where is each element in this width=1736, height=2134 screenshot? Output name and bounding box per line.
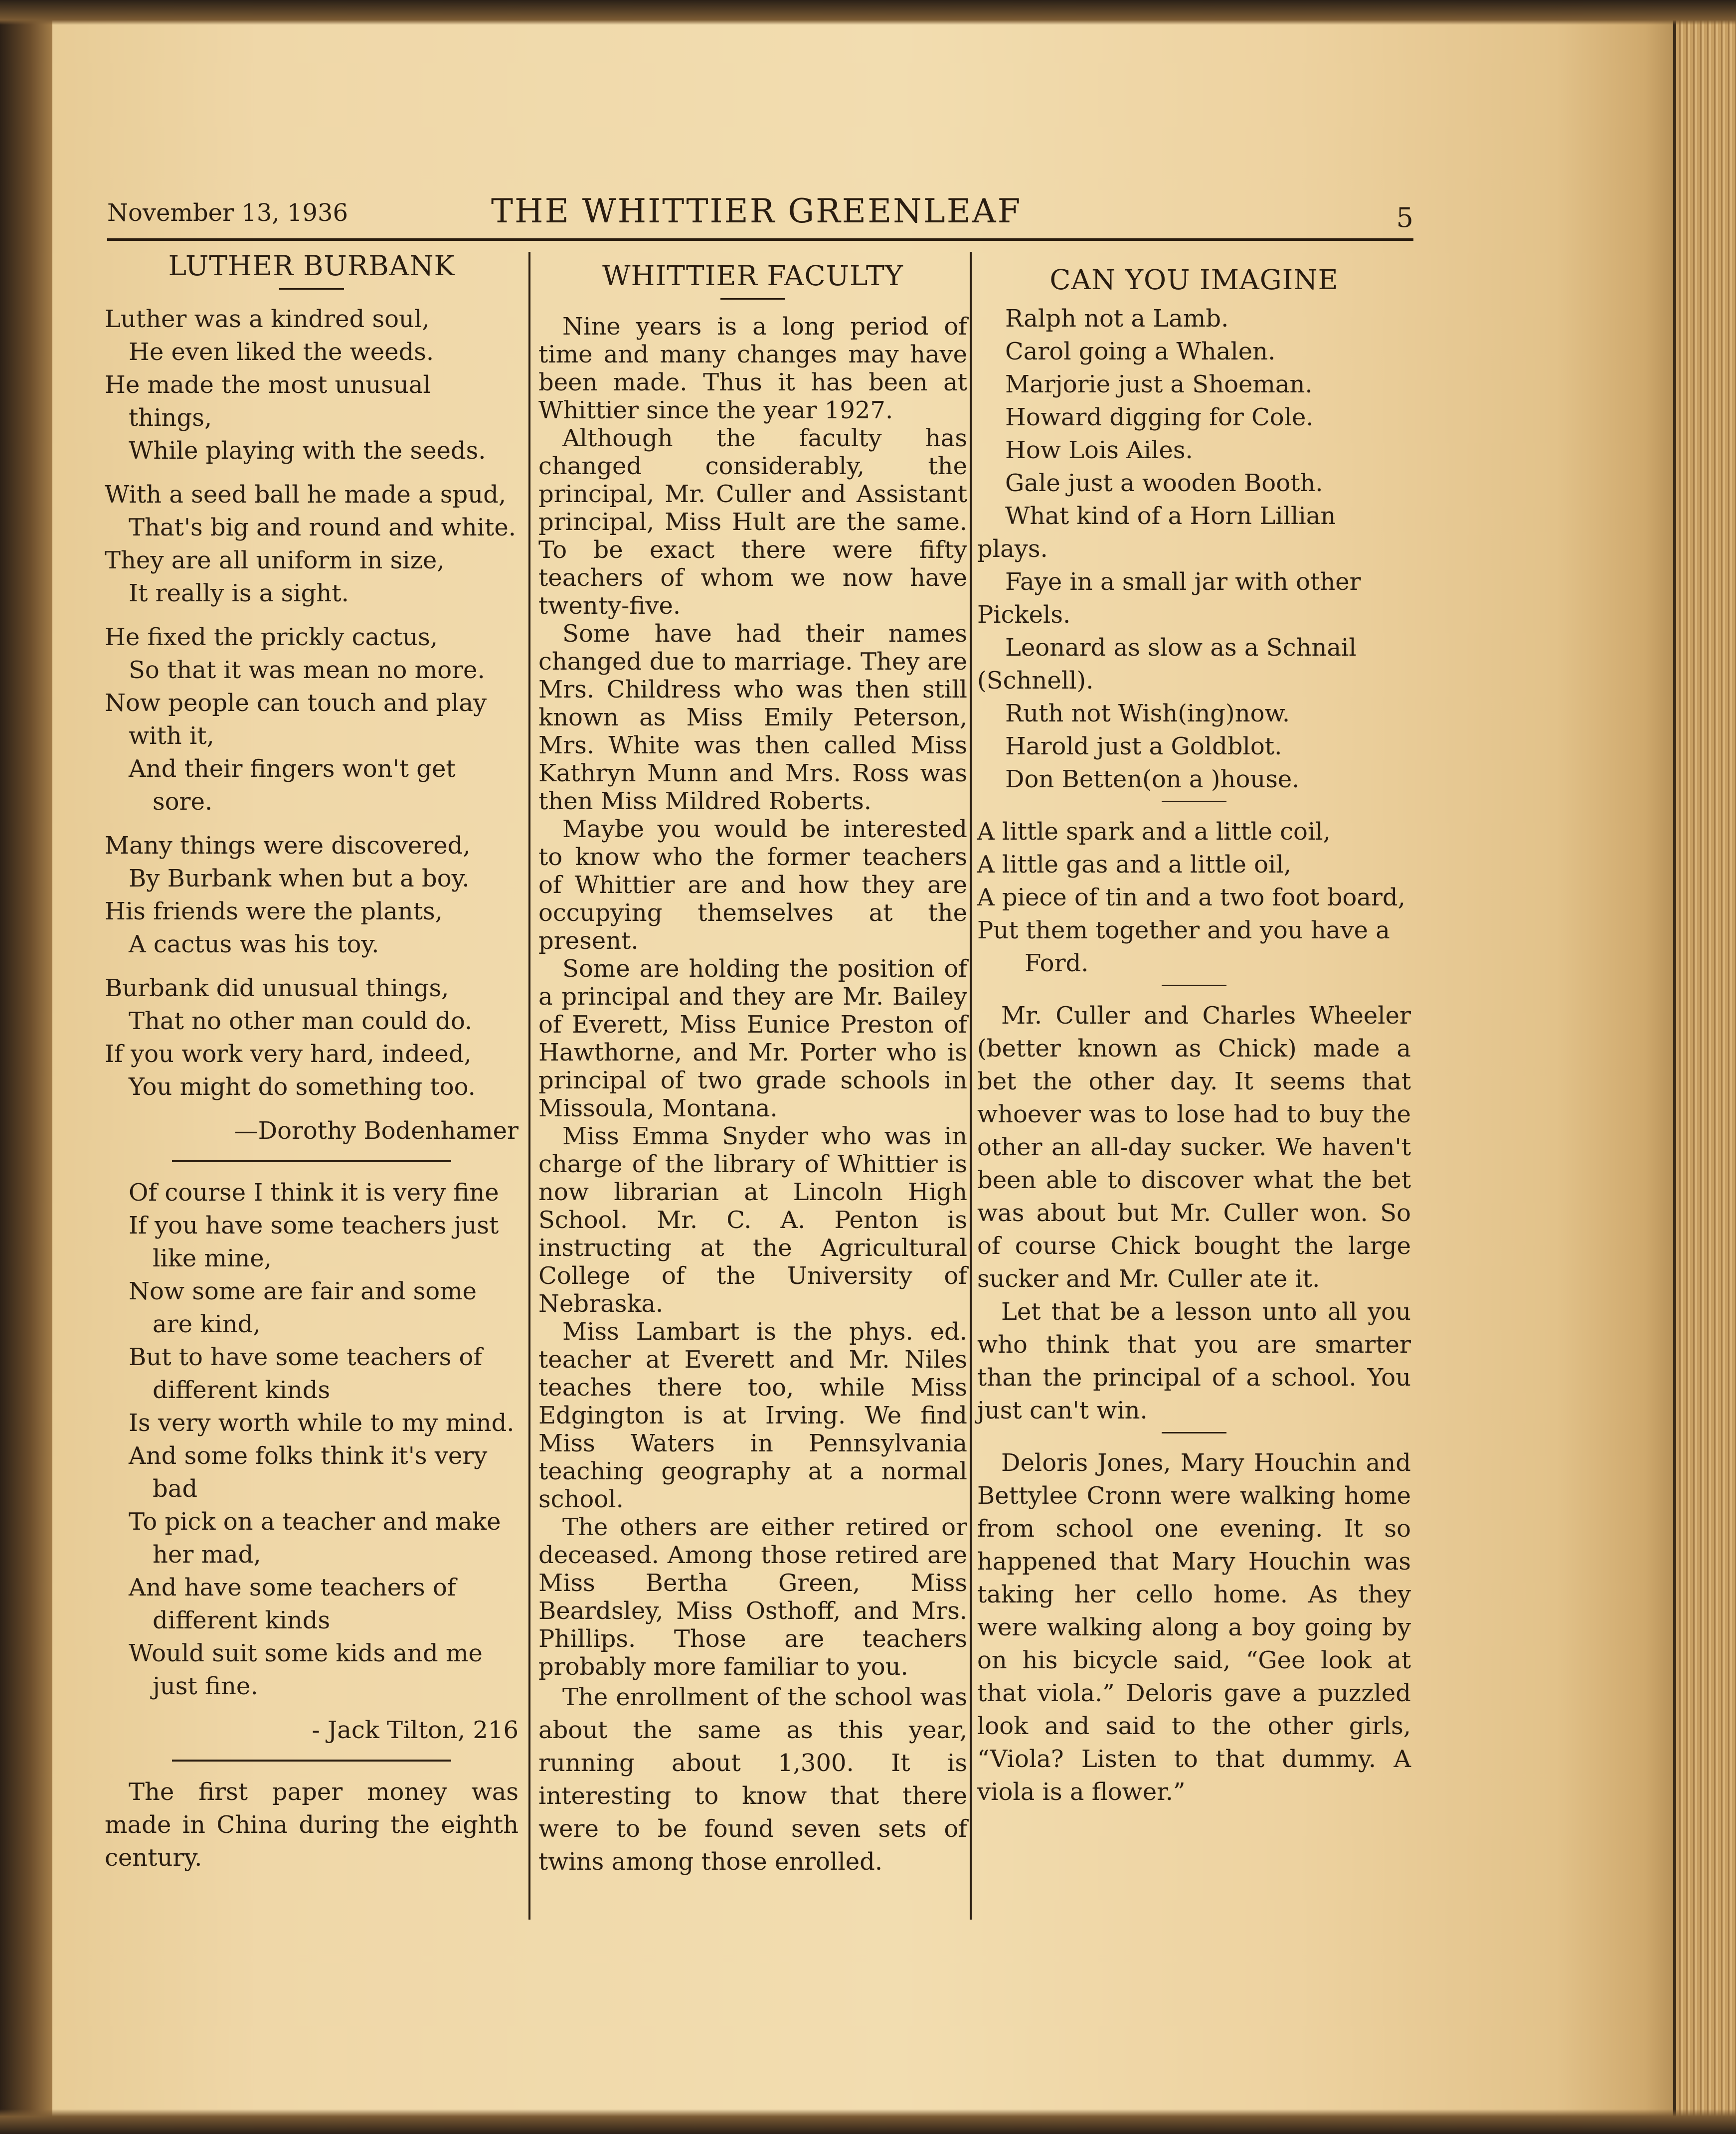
faculty-paragraph: Miss Lambart is the phys. ed. teacher at Everett and Mr. Niles teaches there too, while Miss Edgington is at Irving. We find Miss Waters in Pennsylvania teaching geography at a normal school. [538, 1318, 967, 1513]
poem-line: And have some teachers of different kinds [129, 1574, 456, 1634]
poem-line: He fixed the prickly cactus, [105, 623, 438, 651]
poem-line: If you have some teachers just like mine, [129, 1212, 499, 1272]
column-divider [528, 252, 530, 1920]
faculty-title: WHITTIER FACULTY [602, 260, 903, 292]
imagine-line: Marjorie just a Shoeman. [1005, 370, 1313, 398]
faculty-paragraph: The others are either retired or deceased. Among those retired are Miss Bertha Green, Miss Beardsley, Miss Osthoff, and Mrs. Phillips. Those are teachers probably more familiar to you. [538, 1513, 967, 1681]
faculty-paragraph: Miss Emma Snyder who was in charge of the library of Whittier is now librarian at Lincoln High School. Mr. C. A. Penton is instructing at the Agricultural College of the University of Nebraska. [538, 1122, 967, 1318]
masthead: THE WHITTIER GREENLEAF [491, 192, 1022, 230]
luther-author: —Dorothy Bodenhamer [234, 1117, 519, 1145]
poem-line: He made the most unusual things, [105, 371, 431, 432]
poem-stanza [105, 478, 519, 610]
poem-line: By Burbank when but a boy. [129, 865, 470, 892]
poem-line: Is very worth while to my mind. [129, 1409, 515, 1437]
page-header [107, 192, 1413, 237]
poem-line: That no other man could do. [129, 1007, 473, 1035]
faculty-paragraph: Some are holding the position of a principal and they are Mr. Bailey of Everett, Miss Eunice Preston of Hawthorne, and Mr. Porter who is principal of two grade schools in Missoula, Montana. [538, 955, 967, 1122]
imagine-line: Harold just a Goldblot. [1005, 732, 1282, 760]
bet-paragraph: Mr. Culler and Charles Wheeler (better known as Chick) made a bet the other day. It seems that whoever was to lose had to buy the other an all-day sucker. We haven't been able to discover what the bet was about but Mr. Culler won. So of course Chick bought the large sucker and Mr. Culler ate it. [977, 1002, 1411, 1293]
poem-line: But to have some teachers of different kinds [129, 1343, 483, 1404]
column-left [105, 249, 519, 1874]
faculty-paragraph: Although the faculty has changed considerably, the principal, Mr. Culler and Assistant principal, Miss Hult are the same. To be exact there were fifty teachers of whom we now have twenty-five. [538, 424, 967, 620]
poem-line: It really is a sight. [129, 579, 349, 607]
poem-stanza [105, 303, 519, 467]
poem-line: While playing with the seeds. [129, 437, 486, 465]
poem-line: He even liked the weeds. [129, 338, 434, 366]
poem-line: A cactus was his toy. [129, 930, 379, 958]
bet-paragraph: Let that be a lesson unto all you who think that you are smarter than the principal of a school. You just can't win. [977, 1298, 1411, 1424]
imagine-title: CAN YOU IMAGINE [1049, 264, 1339, 296]
faculty-paragraph: Maybe you would be interested to know who the former teachers of Whittier are and how they are occupying themselves at the present. [538, 815, 967, 955]
imagine-line: Faye in a small jar with other Pickels. [977, 568, 1361, 629]
imagine-line: Don Betten(on a )house. [1005, 765, 1300, 793]
faculty-article [538, 313, 967, 1878]
poem-line: Burbank did unusual things, [105, 974, 449, 1002]
poem-line: Now people can touch and play with it, [105, 689, 487, 750]
column-right [977, 249, 1411, 1808]
section-rule [1162, 1432, 1226, 1433]
page-number: 5 [1396, 202, 1413, 233]
faculty-paragraph: The enrollment of the school was about the same as this year, running about 1,300. It is interesting to know that there were to be found seven sets of twins among those enrolled. [538, 1683, 967, 1876]
scan-top-edge [0, 0, 1736, 25]
faculty-paragraph: Some have had their names changed due to marriage. They are Mrs. Childress who was then still known as Miss Emily Peterson, Mrs. White was then called Miss Kathryn Munn and Mrs. Ross was then Miss Mildred Roberts. [538, 620, 967, 815]
poem-stanza [105, 829, 519, 961]
page-edges [1673, 0, 1736, 2134]
section-rule [172, 1760, 451, 1762]
column-middle [538, 249, 967, 1878]
scan-bottom-edge [0, 2109, 1736, 2134]
bet-story [977, 999, 1411, 1427]
poem-line: His friends were the plants, [105, 897, 443, 925]
poem-line: Now some are fair and some are kind, [129, 1277, 477, 1338]
poem-line: A little gas and a little oil, [977, 851, 1291, 879]
imagine-line: Ruth not Wish(ing)now. [1005, 700, 1290, 727]
imagine-line: Gale just a wooden Booth. [1005, 469, 1323, 497]
poem-line: And some folks think it's very bad [129, 1442, 488, 1503]
imagine-line: Howard digging for Cole. [1005, 403, 1314, 431]
ford-poem [977, 815, 1411, 980]
poem-line: Of course I think it is very fine [129, 1179, 499, 1207]
header-rule [107, 238, 1413, 241]
imagine-line: How Lois Ailes. [1005, 436, 1193, 464]
teachers-author: - Jack Tilton, 216 [312, 1716, 519, 1744]
viola-story: Deloris Jones, Mary Houchin and Bettylee Cronn were walking home from school one evening. It so happened that Mary Houchin was taking her cello home. As they were walking along a boy going by on his bicycle said, “Gee look at that viola.” Deloris gave a puzzled look and said to the other girls, “Viola? Listen to that dummy. A viola is a flower.” [977, 1449, 1411, 1806]
poem-line: Put them together and you have a Ford. [977, 916, 1390, 977]
imagine-line: Carol going a Whalen. [1005, 338, 1276, 365]
title-rule [720, 298, 785, 300]
poem-line: They are all uniform in size, [105, 546, 445, 574]
imagine-line: Ralph not a Lamb. [1005, 305, 1229, 333]
issue-date: November 13, 1936 [107, 199, 348, 227]
section-rule [1162, 985, 1226, 986]
poem-line: A little spark and a little coil, [977, 818, 1331, 846]
book-gutter [0, 0, 52, 2134]
poem-stanza [105, 972, 519, 1103]
poem-line: That's big and round and white. [129, 514, 516, 541]
section-rule [1162, 801, 1226, 802]
poem-line: You might do something too. [129, 1073, 476, 1101]
poem-stanza [105, 621, 519, 818]
poem-line: Luther was a kindred soul, [105, 305, 430, 333]
title-rule [279, 288, 344, 290]
faculty-paragraph: Nine years is a long period of time and many changes may have been made. Thus it has been at Whittier since the year 1927. [538, 313, 967, 424]
imagine-line: What kind of a Horn Lillian plays. [977, 502, 1336, 563]
teachers-poem [105, 1176, 519, 1703]
poem-line: With a seed ball he made a spud, [105, 481, 507, 509]
luther-title: LUTHER BURBANK [168, 250, 455, 282]
poem-line: Would suit some kids and me just fine. [129, 1639, 483, 1700]
luther-poem [105, 303, 519, 1103]
poem-line: So that it was mean no more. [129, 656, 485, 684]
column-divider [970, 252, 972, 1920]
imagine-line: Leonard as slow as a Schnail (Schnell). [977, 634, 1357, 695]
poem-line: Many things were discovered, [105, 832, 471, 860]
paper-money-note: The first paper money was made in China during the eighth century. [105, 1778, 519, 1872]
section-rule [172, 1160, 451, 1162]
poem-line: To pick on a teacher and make her mad, [129, 1508, 501, 1569]
poem-line: A piece of tin and a two foot board, [977, 884, 1405, 911]
poem-line: And their fingers won't get sore. [129, 755, 456, 816]
poem-line: If you work very hard, indeed, [105, 1040, 472, 1068]
imagine-list [977, 302, 1411, 796]
